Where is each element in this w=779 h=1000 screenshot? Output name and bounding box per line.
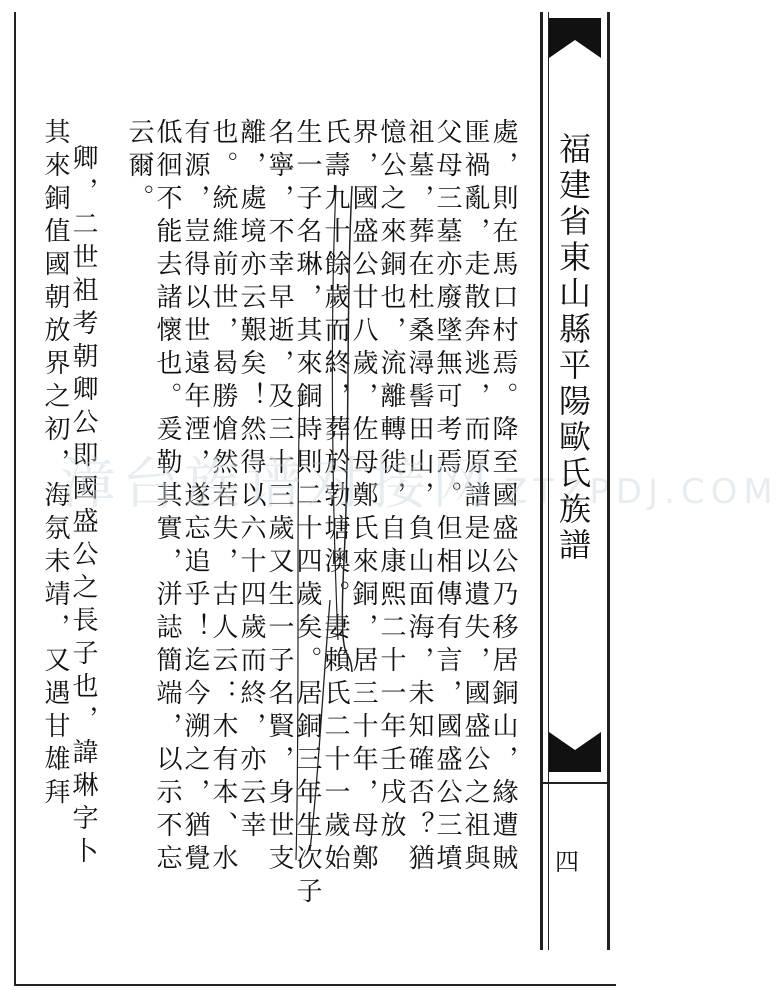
text-column: 離，處境亦云艱矣！然得以六十四歲而終，亦云幸 (236, 118, 266, 844)
fishtail-ornament-top-icon (543, 18, 607, 82)
text-column: 卿，二世祖考朝卿公即國盛公之長子也，諱琳字卜 (68, 144, 98, 870)
text-column: 氏壽九十餘歲而終，葬於勃塘澳。妻賴氏二十一歲始 (320, 118, 350, 877)
text-column: 低徊不能去諸懷也。爰勒其實，洴誌簡端，以示不忘 (152, 118, 182, 877)
text-column: 處，則在馬口村焉。降至國盛公乃移居銅山，緣遭賊 (488, 118, 518, 877)
text-column: 憶公之來銅也，流離轉徙，自康熙二十一年壬戌放 (376, 118, 406, 844)
text-column: 也。統維前世，曷勝愴然若失，古人云：木有本、水 (208, 118, 238, 877)
text-column: 父母三墓亦廢墜無可考焉。但相傳有言，國盛公三墳 (432, 118, 462, 877)
text-column: 祖墓，葬在杜桑潯髻田山，負山面海，未知確否？猶 (404, 118, 434, 877)
text-column: 名寧，不幸早逝，及三十三歲又生一子名賢，身世支 (264, 118, 294, 877)
text-column: 有源，豈得以世遠年湮，遂忘追乎！迄今溯之，猶覺 (180, 118, 210, 877)
text-column: 云爾。 (124, 118, 154, 217)
text-column: 生一子名琳，其來銅時則二十四歲矣。居銅三年生次子 (292, 118, 322, 910)
text-column: 其來銅值國朝放界之初，海氛未靖，又遇甘雄拜 (40, 118, 70, 811)
watermark: 漳台族谱对接网 ZTZPDJ.COM (60, 452, 779, 517)
margin-strip (540, 12, 610, 950)
book-title: 福建省東山縣平陽歐氏族譜 (554, 132, 592, 564)
fishtail-ornament-bottom-icon (543, 712, 607, 776)
text-column: 匪禍亂，走散奔逃，而原譜是以遺失，國盛公之祖與 (460, 118, 490, 877)
page-number: 四 (555, 848, 579, 876)
text-column: 界，國盛公廿八歲，佐母鄭氏來銅，居三十年，母鄭 (348, 118, 378, 877)
